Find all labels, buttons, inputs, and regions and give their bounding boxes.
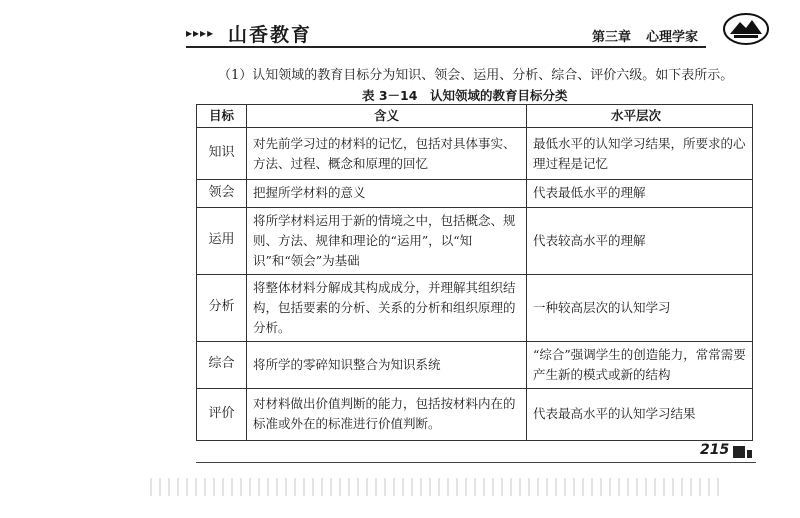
meaning-cell: 将所学材料运用于新的情境之中，包括概念、规则、方法、规律和理论的“运用”，以“知识”和“领会”为基础: [247, 207, 527, 274]
page-header: [186, 18, 764, 50]
meaning-cell: 对材料做出价值判断的能力，包括按材料内在的标准或外在的标准进行价值判断。: [247, 388, 527, 440]
cognitive-goals-table: [196, 104, 753, 441]
table-caption: 表 3－14 认知领域的教育目标分类: [362, 88, 568, 103]
page-marker-small-icon: [747, 450, 752, 458]
subject-label: 心理学家: [646, 30, 699, 45]
header-goal: 目标: [197, 105, 247, 128]
level-cell: “综合”强调学生的创造能力，常常需要产生新的模式或新的结构: [527, 341, 753, 388]
table-row: [197, 341, 753, 388]
goal-cell: 评价: [197, 388, 247, 440]
level-cell: 代表最高水平的认知学习结果: [527, 388, 753, 440]
publisher-logo-icon: [722, 12, 770, 46]
footer-rule: [196, 462, 756, 463]
meaning-cell: 将所学的零碎知识整合为知识系统: [247, 341, 527, 388]
intro-paragraph: （1）认知领域的教育目标分为知识、领会、运用、分析、综合、评价六级。如下表所示。: [218, 68, 734, 83]
goal-cell: 知识: [197, 128, 247, 180]
page-marker-icon: [733, 446, 745, 458]
table-row: [197, 274, 753, 341]
goal-cell: 分析: [197, 274, 247, 341]
scan-noise: [150, 478, 720, 496]
table-header-row: [197, 105, 753, 128]
chapter-label: 第三章: [592, 30, 632, 45]
table-row: [197, 388, 753, 440]
level-cell: 代表较高水平的理解: [527, 207, 753, 274]
page-number: 215: [700, 442, 730, 458]
level-cell: 一种较高层次的认知学习: [527, 274, 753, 341]
header-rule: [186, 46, 706, 48]
goal-cell: 综合: [197, 341, 247, 388]
level-cell: 最低水平的认知学习结果，所要求的心理过程是记忆: [527, 128, 753, 180]
meaning-cell: 对先前学习过的材料的记忆，包括对具体事实、方法、过程、概念和原理的回忆: [247, 128, 527, 180]
meaning-cell: 把握所学材料的意义: [247, 180, 527, 208]
header-meaning: 含义: [247, 105, 527, 128]
header-level: 水平层次: [527, 105, 753, 128]
header-dots: ▸▸▸▸: [186, 26, 215, 40]
table-row: [197, 128, 753, 180]
publisher-brand: 山香教育: [228, 24, 313, 46]
level-cell: 代表最低水平的理解: [527, 180, 753, 208]
table-row: [197, 207, 753, 274]
table-row: [197, 180, 753, 208]
goal-cell: 领会: [197, 180, 247, 208]
goal-cell: 运用: [197, 207, 247, 274]
meaning-cell: 将整体材料分解成其构成成分，并理解其组织结构，包括要素的分析、关系的分析和组织原理的分析。: [247, 274, 527, 341]
